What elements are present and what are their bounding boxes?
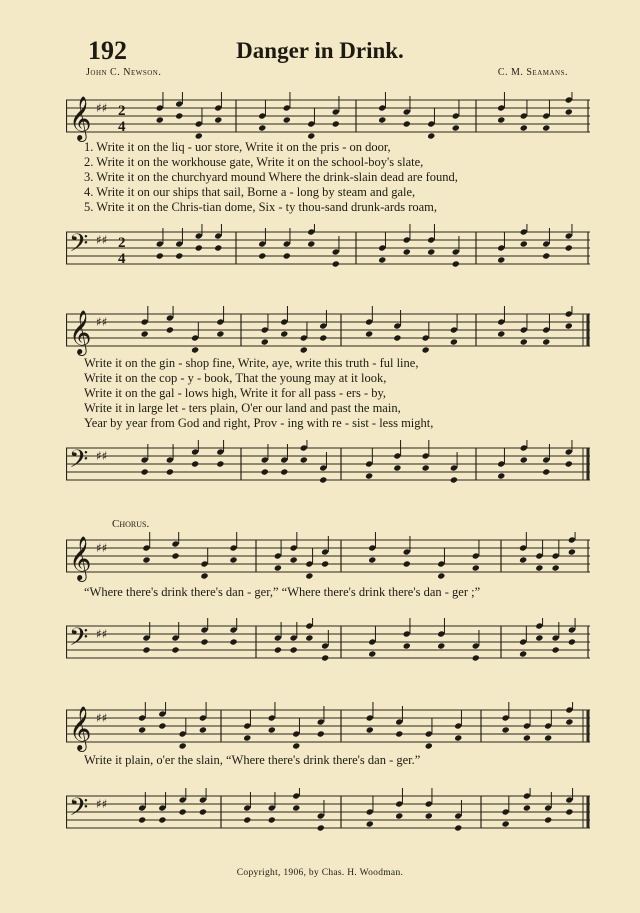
bass-staff-3 <box>66 618 590 668</box>
bass-staff-1 <box>66 224 590 274</box>
svg-text:4: 4 <box>118 251 126 267</box>
svg-text:♯♯: ♯♯ <box>96 797 108 811</box>
treble-staff-1 <box>66 92 590 142</box>
svg-text:𝄞: 𝄞 <box>69 310 92 354</box>
svg-text:♯♯: ♯♯ <box>96 627 108 641</box>
svg-text:𝄞: 𝄞 <box>69 536 92 580</box>
svg-text:♯♯: ♯♯ <box>96 711 108 725</box>
author-credit: John C. Newson. <box>86 67 162 78</box>
verse-line: 2. Write it on the workhouse gate, Write it on the school-boy's slate, <box>84 155 424 169</box>
verse-line: Write it on the gin - shop fine, Write, aye, write this truth - ful line, <box>84 356 419 370</box>
chorus-label: Chorus. <box>112 518 150 530</box>
svg-text:4: 4 <box>118 119 126 135</box>
svg-text:𝄢: 𝄢 <box>69 623 89 658</box>
verses-block-2 <box>84 356 586 431</box>
svg-text:2: 2 <box>118 103 126 119</box>
composer-credit: C. M. Seamans. <box>497 67 568 78</box>
verse-line: 1. Write it on the liq - uor store, Write it on the pris - on door, <box>84 140 391 154</box>
treble-staff-3 <box>66 532 590 582</box>
svg-text:𝄢: 𝄢 <box>69 229 89 264</box>
verse-line: Write it on the cop - y - book, That the young may at it look, <box>84 371 387 385</box>
treble-staff-4 <box>66 702 590 752</box>
hymn-title: Danger in Drink. <box>236 38 404 63</box>
chorus-line: Write it plain, o'er the slain, “Where there's drink there's dan - ger.” <box>84 753 421 767</box>
verses-block-1 <box>84 140 586 215</box>
chorus-line: “Where there's drink there's dan - ger,” “Where there's drink there's dan - ger ;” <box>84 585 481 599</box>
chorus-lyrics-1 <box>84 585 586 600</box>
verse-line: Year by year from God and right, Prov - ing with re - sist - less might, <box>84 416 434 430</box>
svg-text:𝄢: 𝄢 <box>69 445 89 480</box>
verse-line: 5. Write it on the Chris-tian dome, Six - ty thou-sand drunk-ards roam, <box>84 200 438 214</box>
bass-staff-2 <box>66 440 590 490</box>
svg-text:2: 2 <box>118 235 126 251</box>
svg-text:♯♯: ♯♯ <box>96 315 108 329</box>
bass-staff-4 <box>66 788 590 838</box>
chorus-lyrics-2 <box>84 753 586 768</box>
verse-line: Write it on the gal - lows high, Write it for all pass - ers - by, <box>84 386 387 400</box>
hymn-number: 192 <box>88 36 127 65</box>
svg-text:♯♯: ♯♯ <box>96 101 108 115</box>
svg-text:𝄢: 𝄢 <box>69 793 89 828</box>
svg-text:♯♯: ♯♯ <box>96 541 108 555</box>
verse-line: 4. Write it on our ships that sail, Borne a - long by steam and gale, <box>84 185 416 199</box>
svg-text:𝄞: 𝄞 <box>69 96 92 140</box>
treble-staff-2 <box>66 306 590 356</box>
svg-text:♯♯: ♯♯ <box>96 449 108 463</box>
svg-text:𝄞: 𝄞 <box>69 706 92 750</box>
verse-line: 3. Write it on the churchyard mound Where the drink-slain dead are found, <box>84 170 458 184</box>
svg-text:♯♯: ♯♯ <box>96 233 108 247</box>
copyright-notice: Copyright, 1906, by Chas. H. Woodman. <box>236 868 404 878</box>
verse-line: Write it in large let - ters plain, O'er our land and past the main, <box>84 401 401 415</box>
